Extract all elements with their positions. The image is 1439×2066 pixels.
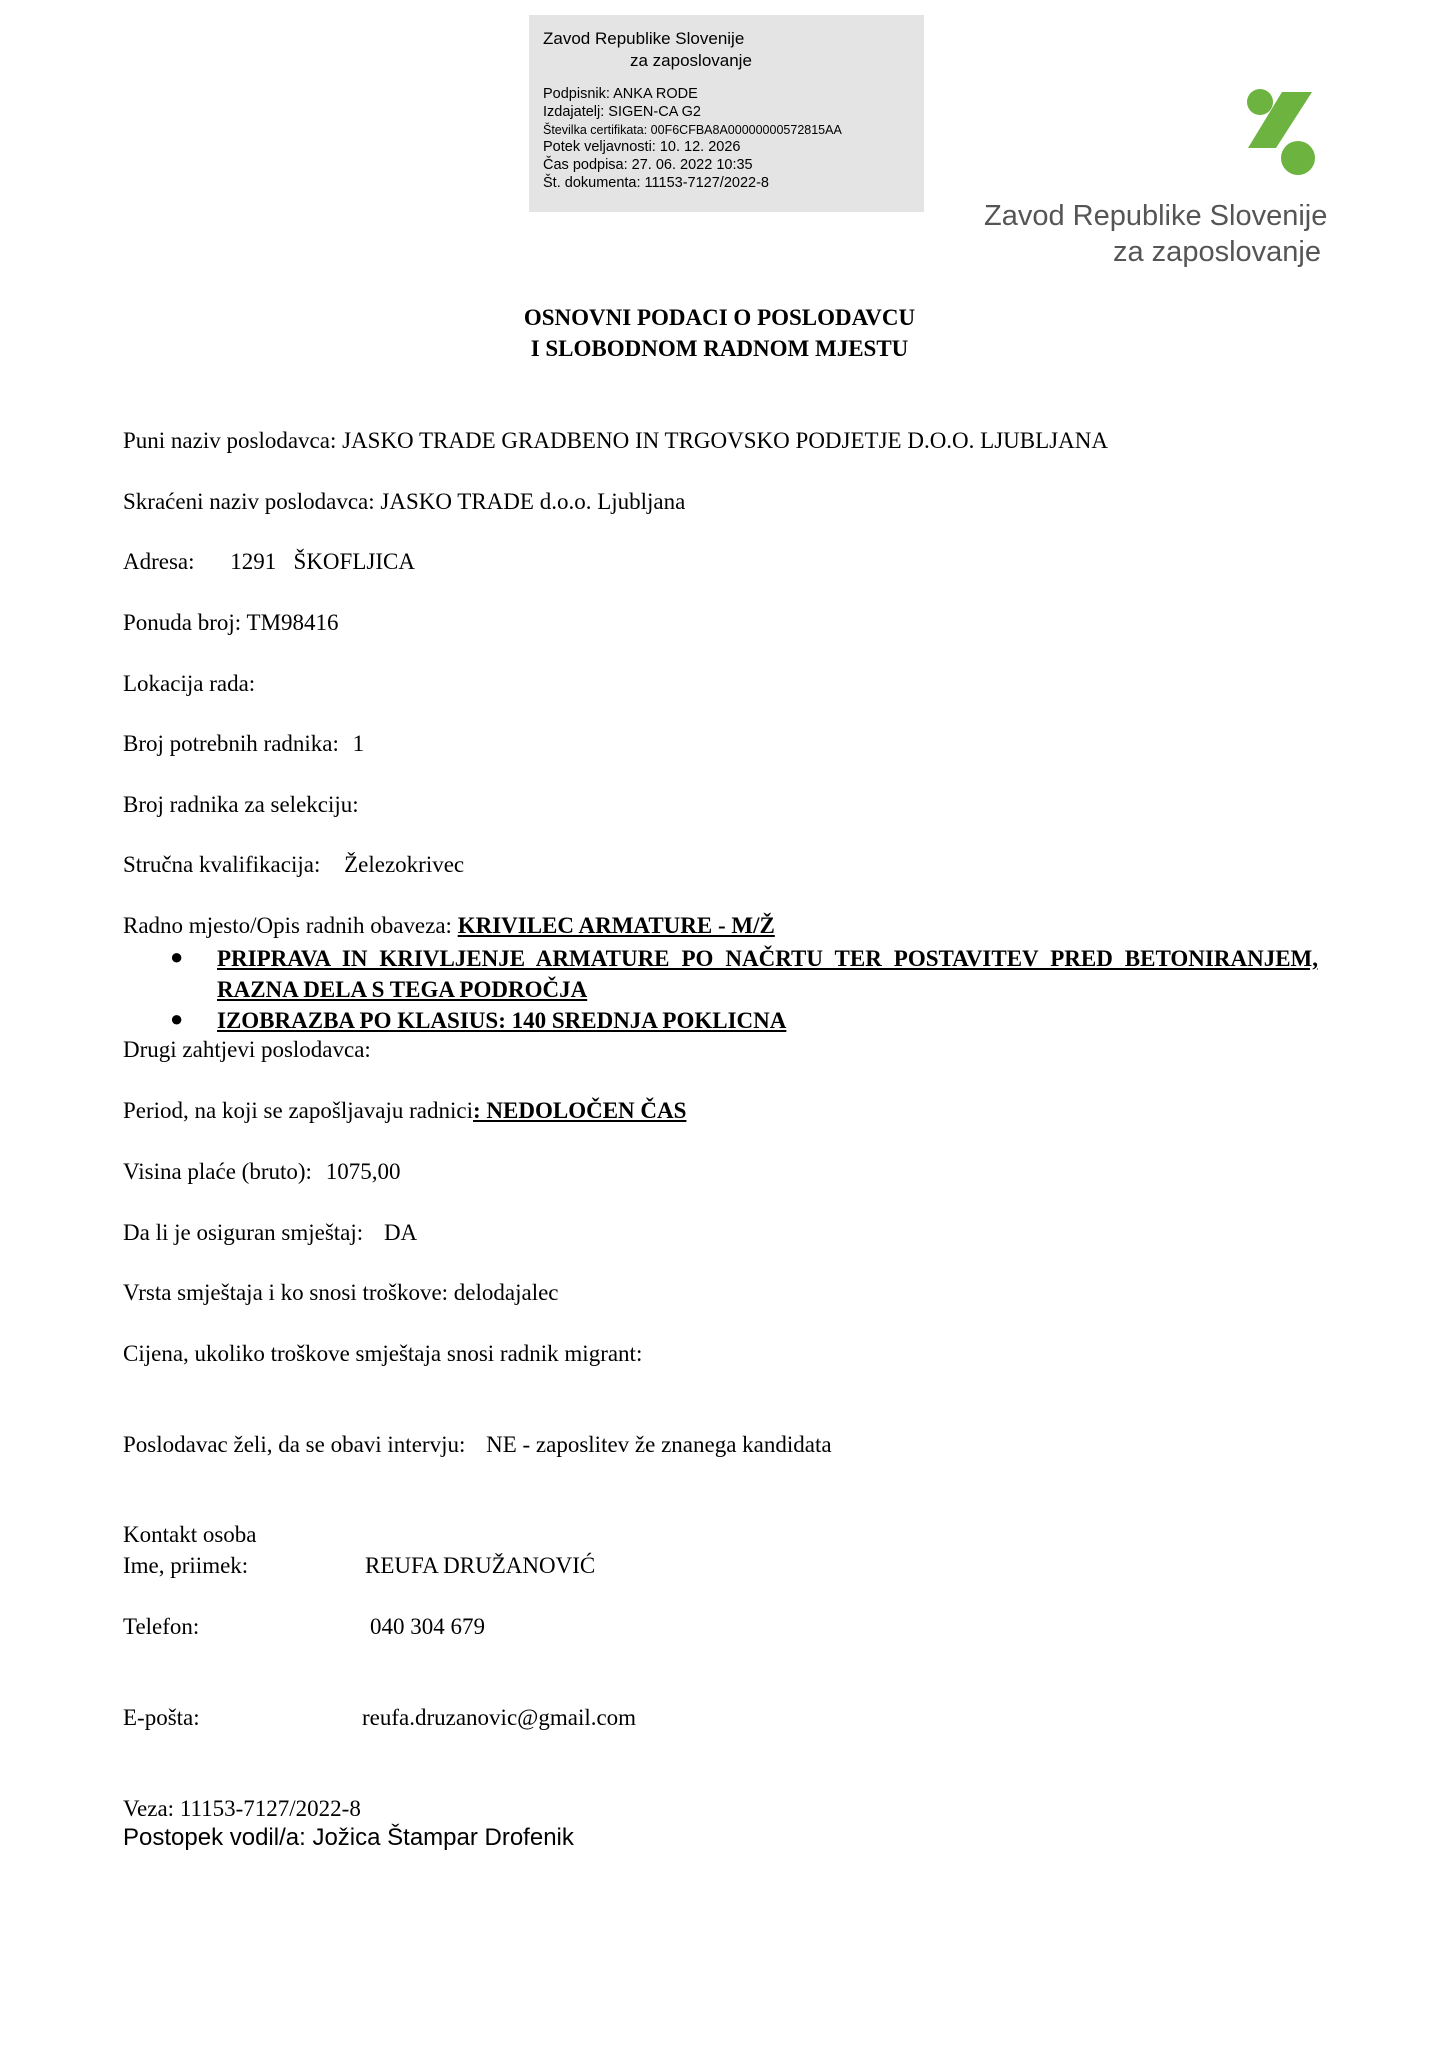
qualification-label: Stručna kvalifikacija: (123, 852, 321, 877)
interview-value: NE - zaposlitev že znanega kandidata (486, 1432, 832, 1457)
period-row (123, 1098, 686, 1124)
contact-email-label: E-pošta: (123, 1705, 200, 1730)
job-label: Radno mjesto/Opis radnih obaveza: (123, 913, 458, 938)
job-bullet-1: PRIPRAVA IN KRIVLJENJE ARMATURE PO NAČRTU TER POSTAVITEV PRED BETONIRANJEM, RAZNA DELA S TEGA PODROČJA (217, 946, 1318, 1002)
work-location: Lokacija rada: (123, 671, 256, 696)
reference-number: Veza: 11153-7127/2022-8 (123, 1796, 361, 1821)
accommodation-label: Da li je osiguran smještaj: (123, 1220, 364, 1245)
stamp-signer: Podpisnik: ANKA RODE (543, 86, 698, 102)
salary-row (123, 1159, 400, 1185)
address-label: Adresa: (123, 549, 195, 574)
stamp-org-line2: za zaposlovanje (630, 51, 752, 70)
contact-name-label: Ime, priimek: (123, 1553, 249, 1578)
accommodation-value: DA (383, 1220, 418, 1245)
qualification-value: Železokrivec (344, 852, 465, 877)
handled-by: Postopek vodil/a: Jožica Štampar Drofenik (123, 1824, 574, 1851)
signature-stamp (529, 15, 924, 212)
stamp-org-line1: Zavod Republike Slovenije (543, 29, 745, 48)
stamp-doc-number: Št. dokumenta: 11153-7127/2022-8 (543, 175, 769, 191)
contact-phone-value: 040 304 679 (370, 1614, 485, 1639)
job-bullet-2: IZOBRAZBA PO KLASIUS: 140 SREDNJA POKLICNA (217, 1008, 787, 1033)
job-title: KRIVILEC ARMATURE - M/Ž (457, 913, 775, 938)
logo-text-line2: za zaposlovanje (1113, 236, 1321, 268)
stamp-valid-until: Potek veljavnosti: 10. 12. 2026 (543, 139, 741, 155)
offer-number: Ponuda broj: TM98416 (123, 610, 339, 635)
document-title-line2: I SLOBODNOM RADNOM MJESTU (530, 336, 909, 361)
salary-label: Visina plaće (bruto): (123, 1159, 312, 1184)
bullet-dot: ● (170, 1006, 184, 1031)
contact-name-value: REUFA DRUŽANOVIĆ (365, 1553, 596, 1578)
employer-full-name: Puni naziv poslodavca: JASKO TRADE GRADBENO IN TRGOVSKO PODJETJE D.O.O. LJUBLJANA (123, 428, 1108, 453)
other-requirements: Drugi zahtjevi poslodavca: (123, 1037, 371, 1062)
accommodation-price: Cijena, ukoliko troškove smještaja snosi radnik migrant: (123, 1341, 643, 1366)
logo-text-line1: Zavod Republike Slovenije (984, 200, 1328, 232)
interview-row (123, 1432, 832, 1458)
stamp-issuer: Izdajatelj: SIGEN-CA G2 (543, 104, 701, 120)
period-label: Period, na koji se zapošljavaju radnici (123, 1098, 474, 1123)
qualification-row (123, 852, 464, 878)
accommodation-row (123, 1220, 417, 1246)
workers-needed-label: Broj potrebnih radnika: (123, 731, 339, 756)
zrss-logo-icon (1240, 88, 1316, 178)
workers-needed-value: 1 (352, 731, 365, 756)
workers-selection: Broj radnika za selekciju: (123, 792, 359, 817)
employer-short-name: Skraćeni naziv poslodavca: JASKO TRADE d.o.o. Ljubljana (123, 489, 686, 514)
stamp-sign-time: Čas podpisa: 27. 06. 2022 10:35 (543, 157, 753, 173)
stamp-cert-number: Številka certifikata: 00F6CFBA8A00000000572815AA (543, 123, 842, 137)
contact-heading: Kontakt osoba (123, 1522, 257, 1547)
bullet-dot: ● (170, 944, 184, 969)
job-row (123, 913, 775, 939)
contact-phone-label: Telefon: (123, 1614, 200, 1639)
workers-needed-row (123, 731, 364, 757)
salary-value: 1075,00 (325, 1159, 401, 1184)
accommodation-type: Vrsta smještaja i ko snosi troškove: delodajalec (123, 1280, 559, 1305)
interview-label: Poslodavac želi, da se obavi intervju: (123, 1432, 466, 1457)
address-row (123, 549, 415, 575)
address-value: 1291 ŠKOFLJICA (230, 549, 415, 574)
document-title-line1: OSNOVNI PODACI O POSLODAVCU (523, 305, 916, 330)
period-value: : NEDOLOČEN ČAS (473, 1098, 687, 1123)
contact-email-value: reufa.druzanovic@gmail.com (362, 1705, 637, 1730)
